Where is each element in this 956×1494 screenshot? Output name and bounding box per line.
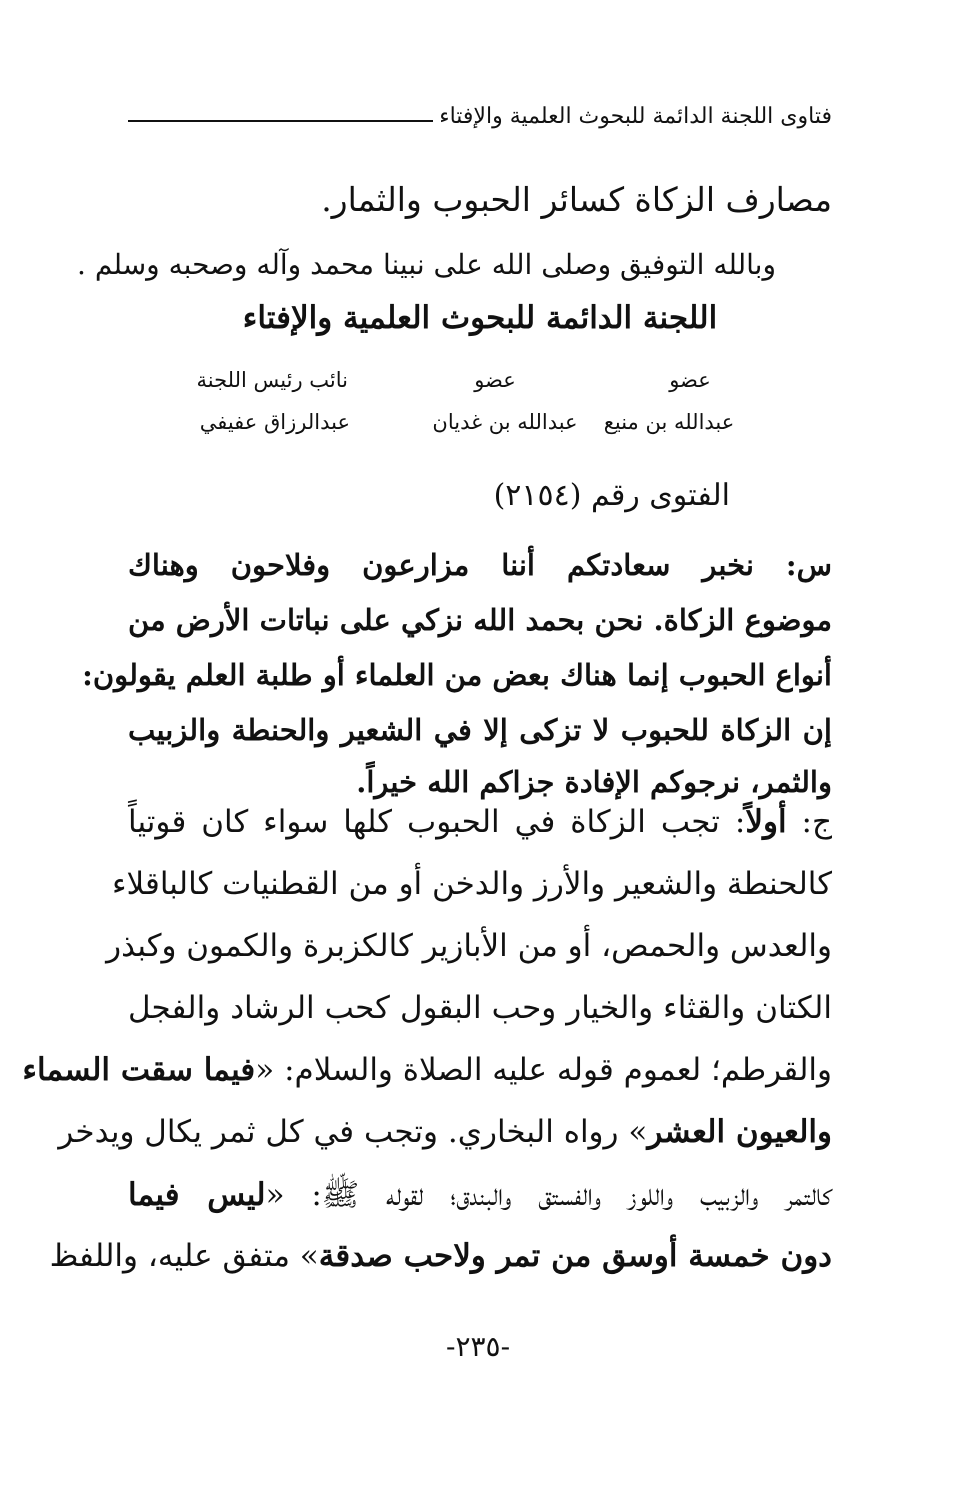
answer-line-8-text: » متفق عليه، واللفظ [49,1238,319,1274]
intro-line-2: وبالله التوفيق وصلى الله على نبينا محمد وآله وصحبه وسلم . [77,248,776,281]
answer-line-5-text: والقرطم؛ لعموم قوله عليه الصلاة والسلام: « [255,1052,832,1088]
fatwa-number: الفتوى رقم (٢١٥٤) [493,478,730,513]
answer-line-7-text: كالتمر والزبيب واللوز والفستق والبندق؛ لقوله ﷺ: « [265,1177,832,1213]
intro-line-1: مصارف الزكاة كسائر الحبوب والثمار. [321,180,832,219]
answer-line-1-text: : تجب الزكاة في الحبوب كلها سواء كان قوتياً [128,804,746,840]
answer-line-6 [58,1114,832,1150]
page-number: -٢٣٥- [445,1330,511,1363]
running-header [128,104,832,129]
member-3-name: عبدالرزاق عفيفي [199,410,350,434]
member-3-role: نائب رئيس اللجنة [196,368,348,392]
question-line-3: أنواع الحبوب إنما هناك بعض من العلماء أو طلبة العلم يقولون: [82,658,832,692]
question-line-2: موضوع الزكاة. نحن بحمد الله نزكي على نباتات الأرض من [128,603,832,637]
answer-line-8 [49,1238,832,1274]
question-line-4: إن الزكاة للحبوب لا تزكى إلا في الشعير والحنطة والزبيب [128,713,832,747]
hadith-1-end: والعيون العشر [647,1114,832,1150]
answer-prefix: ج: [786,804,833,840]
member-2-name: عبدالله بن غديان [432,410,578,434]
hadith-1-start: فيما سقت السماء [22,1052,256,1088]
answer-line-5 [22,1052,832,1088]
hadith-2-start: ليس فيما [128,1177,266,1213]
question-line-1: س: نخبر سعادتكم أننا مزارعون وفلاحون وهناك [128,548,832,582]
answer-line-7 [128,1176,832,1221]
answer-firstly: أولاً [745,804,787,840]
answer-line-6-text: » رواه البخاري. وتجب في كل ثمر يكال ويدخر [58,1114,648,1150]
answer-line-1 [128,804,832,840]
member-1-name: عبدالله بن منيع [603,410,735,434]
question-line-5: والثمر، نرجوكم الإفادة جزاكم الله خيراً. [356,765,832,799]
hadith-2-end: دون خمسة أوسق من تمر ولاحب صدقة [318,1238,832,1274]
member-1-role: عضو [669,368,711,392]
member-2-role: عضو [474,368,516,392]
answer-line-3: والعدس والحمص، أو من الأبازير كالكزبرة والكمون وكبذر [106,928,832,964]
header-title: فتاوى اللجنة الدائمة للبحوث العلمية والإفتاء [439,104,832,129]
header-rule [128,120,433,122]
answer-line-2: كالحنطة والشعير والأرز والدخن أو من القطنيات كالباقلاء [111,866,832,902]
answer-line-4: الكتان والقثاء والخيار وحب البقول كحب الرشاد والفجل [128,990,832,1026]
committee-title: اللجنة الدائمة للبحوث العلمية والإفتاء [242,300,718,336]
